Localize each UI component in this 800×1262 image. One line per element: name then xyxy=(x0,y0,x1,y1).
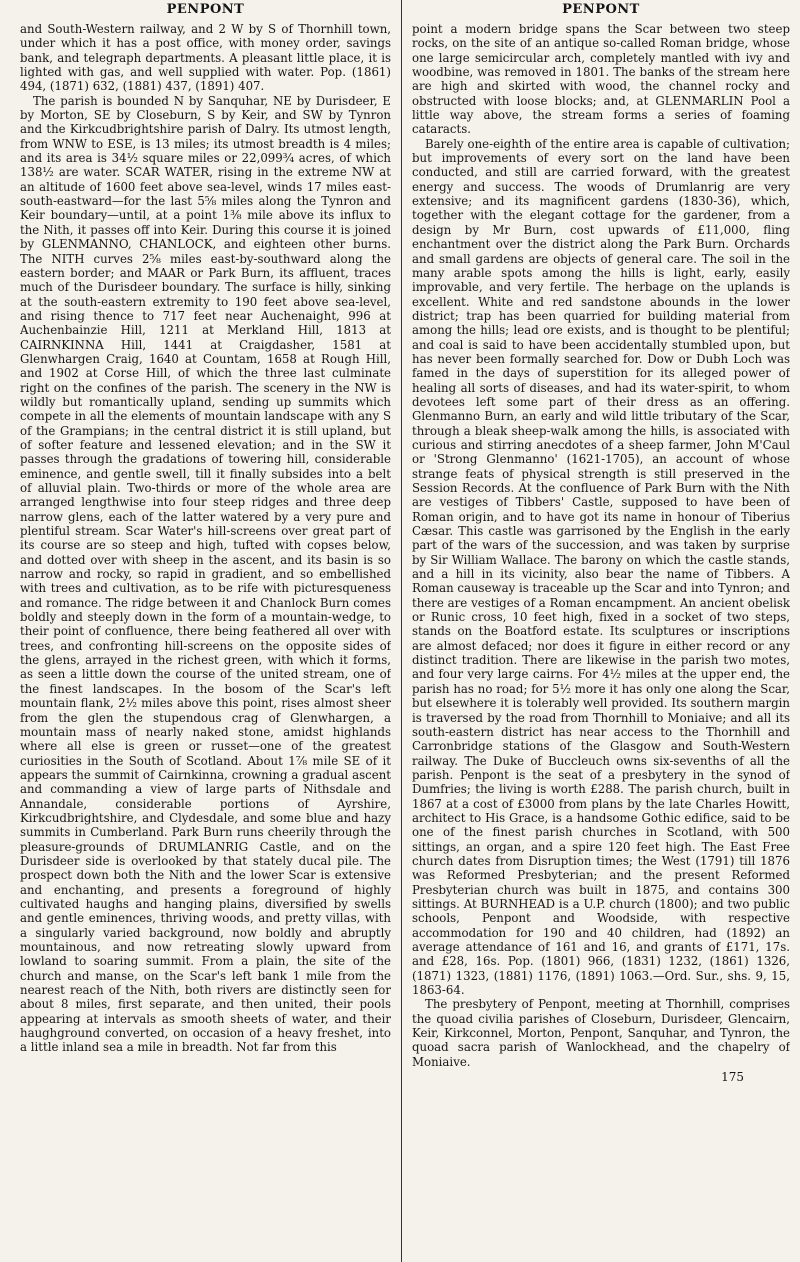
paragraph: The parish is bounded N by Sanquhar, NE by Durisdeer, E by Morton, SE by Closeburn, S by Keir, and SW by Tynron and the Kirkcudbrightshire parish of Dalry. Its utmost length, from WNW to ESE, is 13 miles; its utmost breadth is 4 miles; and its area is 34½ square miles or 22,099¾ acres, of which 138½ are water. SCAR WATER, rising in the extreme NW at an altitude of 1600 feet above sea-level, winds 17 miles east-south-eastward—for the last 5⅝ miles along the Tynron and Keir boundary—until, at a point 1⅜ mile above its influx to the Nith, it passes off into Keir. During this course it is joined by GLENMANNO, CHANLOCK, and eighteen other burns. The NITH curves 2⅝ miles east-by-southward along the eastern border; and MAAR or Park Burn, its affluent, traces much of the Durisdeer boundary. The surface is hilly, sinking at the south-eastern extremity to 190 feet above sea-level, and rising thence to 717 feet near Auchenaight, 996 at Auchenbainzie Hill, 1211 at Merkland Hill, 1813 at CAIRNKINNA Hill, 1441 at Craigdasher, 1581 at Glenwhargen Craig, 1640 at Countam, 1658 at Rough Hill, and 1902 at Corse Hill, of which the three last culminate right on the confines of the parish. The scenery in the NW is wildly but romantically upland, sending up summits which compete in all the elements of mountain landscape with any S of the Grampians; in the central district it is still upland, but of softer feature and lessened elevation; and in the SW it passes through the gradations of towering hill, considerable eminence, and gentle swell, till it finally subsides into a belt of alluvial plain. Two-thirds or more of the whole area are arranged lengthwise into four steep ridges and three deep narrow glens, each of the latter watered by a very pure and plentiful stream. Scar Water's hill-screens over great part of its course are so steep and high, tufted with copses below, and dotted over with sheep in the ascent, and its basin is so narrow and rocky, so rapid in gradient, and so embellished with trees and cultivation, as to be rife with picturesqueness and romance. The ridge between it and Chanlock Burn comes boldly and steeply down in the form of a mountain-wedge, to their point of confluence, there being feathered all over with trees, and confronting hill-screens on the opposite sides of the glens, arrayed in the richest green, with which it forms, as seen a little down the course of the united stream, one of the finest landscapes. In the bosom of the Scar's left mountain flank, 2½ miles above this point, rises almost sheer from the glen the stupendous crag of Glenwhargen, a mountain mass of nearly naked stone, amidst highlands where all else is green or russet—one of the greatest curiosities in the South of Scotland. About 1⅞ mile SE of it appears the summit of Cairnkinna, crowning a gradual ascent and commanding a view of large parts of Nithsdale and Annandale, considerable portions of Ayrshire, Kirkcudbrightshire, and Clydesdale, and some blue and hazy summits in Cumberland. Park Burn runs cheerily through the pleasure-grounds of DRUMLANRIG Castle, and on the Durisdeer side is overlooked by that stately ducal pile. The prospect down both the Nith and the lower Scar is extensive and enchanting, and presents a foreground of highly cultivated haughs and hanging plains, diversified by swells and gentle eminences, thriving woods, and pretty villas, with a singularly varied background, now boldly and abruptly mountainous, and now retreating slowly upward from lowland to soaring summit. From a plain, the site of the church and manse, on the Scar's left bank 1 mile from the nearest reach of the Nith, both rivers are distinctly seen for about 8 miles, first separate, and then united, their pools appearing at intervals as smooth sheets of water, and their haughground converted, on occasion of a heavy freshet, into a little inland sea a mile in breadth. Not far from this xyxy=(20,93,391,1055)
column-divider xyxy=(401,0,402,1262)
running-head-right: PENPONT xyxy=(562,2,640,17)
paragraph: and South-Western railway, and 2 W by S of Thornhill town, under which it has a post office, with money order, savings bank, and telegraph departments. A pleasant little place, it is lighted with gas, and well supplied with water. Pop. (1861) 494, (1871) 632, (1881) 437, (1891) 407. xyxy=(20,22,391,94)
page-number: 175 xyxy=(721,1070,744,1085)
paragraph: Barely one-eighth of the entire area is capable of cultivation; but improvements of every sort on the land have been conducted, and still are carried forward, with the greatest energy and success. The woods of Drumlanrig are very extensive; and its magnificent gardens (1830-36), which, together with the elegant cottage for the gardener, from a design by Mr Burn, cost upwards of £11,000, fling enchantment over the district along the Park Burn. Orchards and small gardens are objects of general care. The soil in the many arable spots among the hills is light, early, easily improvable, and very fertile. The herbage on the uplands is excellent. White and red sandstone abounds in the lower district; trap has been quarried for building material from among the hills; lead ore exists, and is thought to be plentiful; and coal is said to have been accidentally stumbled upon, but has never been formally searched for. Dow or Dubh Loch was famed in the days of superstition for its alleged power of healing all sorts of diseases, and had its water-spirit, to whom devotees left some part of their dress as an offering. Glenmanno Burn, an early and wild little tributary of the Scar, through a bleak sheep-walk among the hills, is associated with curious and stirring anecdotes of a sheep farmer, John M'Caul or 'Strong Glenmanno' (1621-1705), an account of whose strange feats of physical strength is still preserved in the Session Records. At the confluence of Park Burn with the Nith are vestiges of Tibbers' Castle, supposed to have been of Roman origin, and to have got its name in honour of Tiberius Cæsar. This castle was garrisoned by the English in the early part of the wars of the succession, and was taken by surprise by Sir William Wallace. The barony on which the castle stands, and a hill in its vicinity, also bear the name of Tibbers. A Roman causeway is traceable up the Scar and into Tynron; and there are vestiges of a Roman encampment. An ancient obelisk or Runic cross, 10 feet high, fixed in a socket of two steps, stands on the Boatford estate. Its sculptures or inscriptions are almost defaced; nor does it figure in either record or any distinct tradition. There are likewise in the parish two motes, and four very large cairns. For 4½ miles at the upper end, the parish has no road; for 5½ more it has only one along the Scar, but elsewhere it is tolerably well provided. Its southern margin is traversed by the road from Thornhill to Moniaive; and all its south-eastern district has near access to the Thornhill and Carronbridge stations of the Glasgow and South-Western railway. The Duke of Buccleuch owns six-sevenths of all the parish. Penpont is the seat of a presbytery in the synod of Dumfries; the living is worth £288. The parish church, built in 1867 at a cost of £3000 from plans by the late Charles Howitt, architect to His Grace, is a handsome Gothic edifice, said to be one of the finest parish churches in Scotland, with 500 sittings, an organ, and a spire 120 feet high. The East Free church dates from Disruption times; the West (1791) till 1876 was Reformed Presbyterian; and the present Reformed Presbyterian church was built in 1875, and contains 300 sittings. At BURNHEAD is a U.P. church (1800); and two public schools, Penpont and Woodside, with respective accommodation for 190 and 40 children, had (1892) an average attendance of 161 and 16, and grants of £171, 17s. and £28, 16s. Pop. (1801) 966, (1831) 1232, (1861) 1326, (1871) 1323, (1881) 1176, (1891) 1063.—Ord. Sur., shs. 9, 15, 1863-64. xyxy=(412,136,790,998)
right-column xyxy=(412,0,790,1254)
running-head-left: PENPONT xyxy=(166,2,245,17)
paragraph: point a modern bridge spans the Scar between two steep rocks, on the site of an antique so-called Roman bridge, whose one large semicircular arch, completely mantled with ivy and woodbine, was removed in 1801. The banks of the stream here are high and skirted with wood, the channel rocky and obstructed with loose blocks; and, at GLENMARLIN Pool a little way above, the stream forms a series of foaming cataracts. xyxy=(412,22,790,137)
left-column xyxy=(20,0,391,1254)
paragraph: The presbytery of Penpont, meeting at Thornhill, comprises the quoad civilia parishes of Closeburn, Durisdeer, Glencairn, Keir, Kirkconnel, Morton, Penpont, Sanquhar, and Tynron, the quoad sacra parish of Wanlockhead, and the chapelry of Moniaive. xyxy=(412,997,790,1069)
